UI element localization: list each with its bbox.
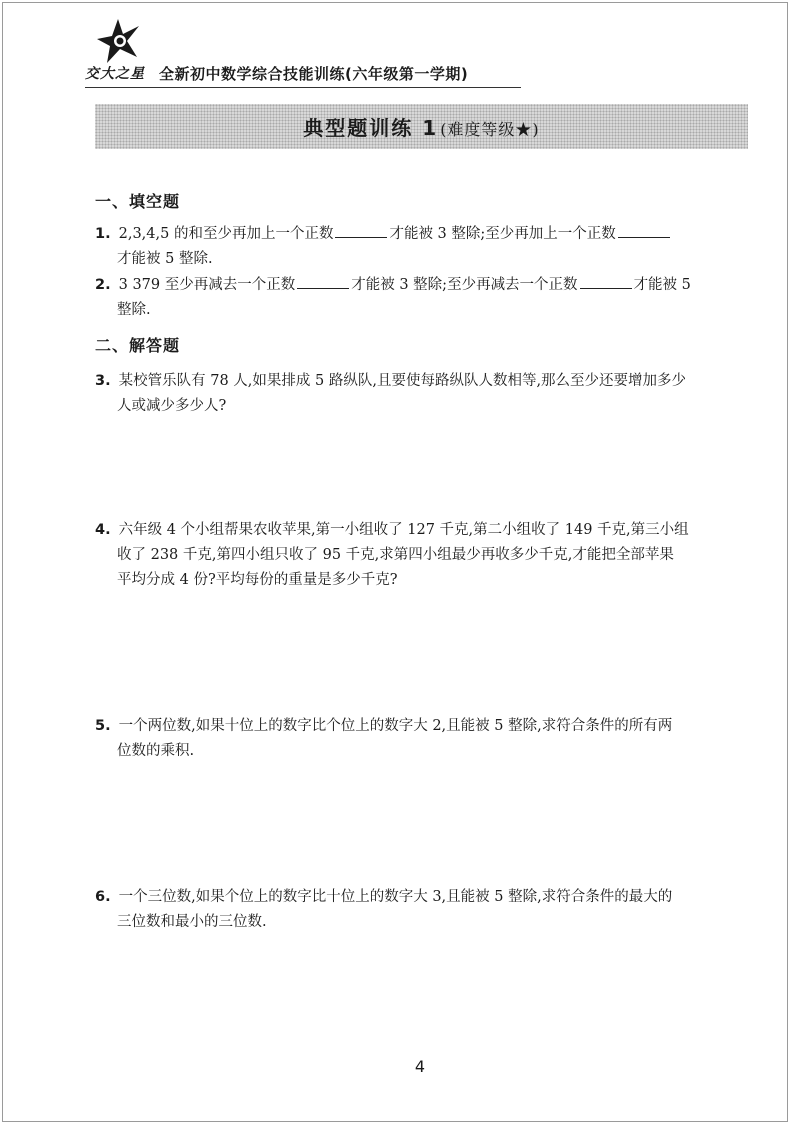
- question-number: 1.: [95, 226, 111, 242]
- question-4: [95, 518, 749, 593]
- question-text: 才能被 5 整除.: [117, 251, 213, 267]
- question-1: [95, 222, 749, 272]
- question-text: 3 379 至少再减去一个正数: [118, 277, 296, 293]
- page-number: 4: [414, 1057, 426, 1076]
- question-text: 才能被 5: [633, 277, 691, 293]
- banner-title: 典型题训练 1: [303, 116, 439, 140]
- question-text: 六年级 4 个小组帮果农收苹果,第一小组收了 127 千克,第二小组收了 149 千克,第三小组: [118, 522, 689, 538]
- question-text: 才能被 3 整除;至少再减去一个正数: [351, 277, 578, 293]
- page-header: [85, 17, 525, 87]
- section-fill-blank: 一、填空题: [95, 192, 181, 211]
- answer-blank[interactable]: [335, 224, 387, 238]
- difficulty-label: (难度等级★): [440, 120, 540, 139]
- answer-blank[interactable]: [618, 224, 670, 238]
- question-6: [95, 885, 749, 935]
- question-text: 位数的乘积.: [117, 743, 195, 759]
- answer-blank[interactable]: [297, 275, 349, 289]
- logo-text: 交大之星: [85, 66, 145, 82]
- answer-blank[interactable]: [580, 275, 632, 289]
- question-text: 2,3,4,5 的和至少再加上一个正数: [118, 226, 334, 242]
- question-text: 一个三位数,如果个位上的数字比十位上的数字大 3,且能被 5 整除,求符合条件的最大的: [118, 889, 673, 905]
- book-title: 全新初中数学综合技能训练(六年级第一学期): [159, 65, 469, 83]
- question-number: 3.: [95, 373, 111, 389]
- question-text: 平均分成 4 份?平均每份的重量是多少千克?: [117, 572, 398, 588]
- question-5: [95, 714, 749, 764]
- section-answer: 二、解答题: [95, 336, 181, 355]
- question-text: 一个两位数,如果十位上的数字比个位上的数字大 2,且能被 5 整除,求符合条件的所有两: [118, 718, 673, 734]
- question-text: 收了 238 千克,第四小组只收了 95 千克,求第四小组最少再收多少千克,才能把全部苹果: [117, 547, 674, 563]
- question-text: 整除.: [117, 302, 151, 318]
- question-number: 6.: [95, 889, 111, 905]
- question-text: 三位数和最小的三位数.: [117, 914, 267, 930]
- question-text: 才能被 3 整除;至少再加上一个正数: [389, 226, 616, 242]
- question-number: 5.: [95, 718, 111, 734]
- star-logo-icon: [93, 17, 143, 65]
- question-2: [95, 273, 749, 323]
- question-number: 4.: [95, 522, 111, 538]
- page: [2, 2, 788, 1122]
- question-3: [95, 369, 749, 419]
- question-text: 人或减少多少人?: [117, 398, 227, 414]
- header-divider: [85, 87, 521, 88]
- question-number: 2.: [95, 277, 111, 293]
- question-text: 某校管乐队有 78 人,如果排成 5 路纵队,且要使每路纵队人数相等,那么至少还要增加多少: [118, 373, 687, 389]
- exercise-banner: [95, 104, 748, 149]
